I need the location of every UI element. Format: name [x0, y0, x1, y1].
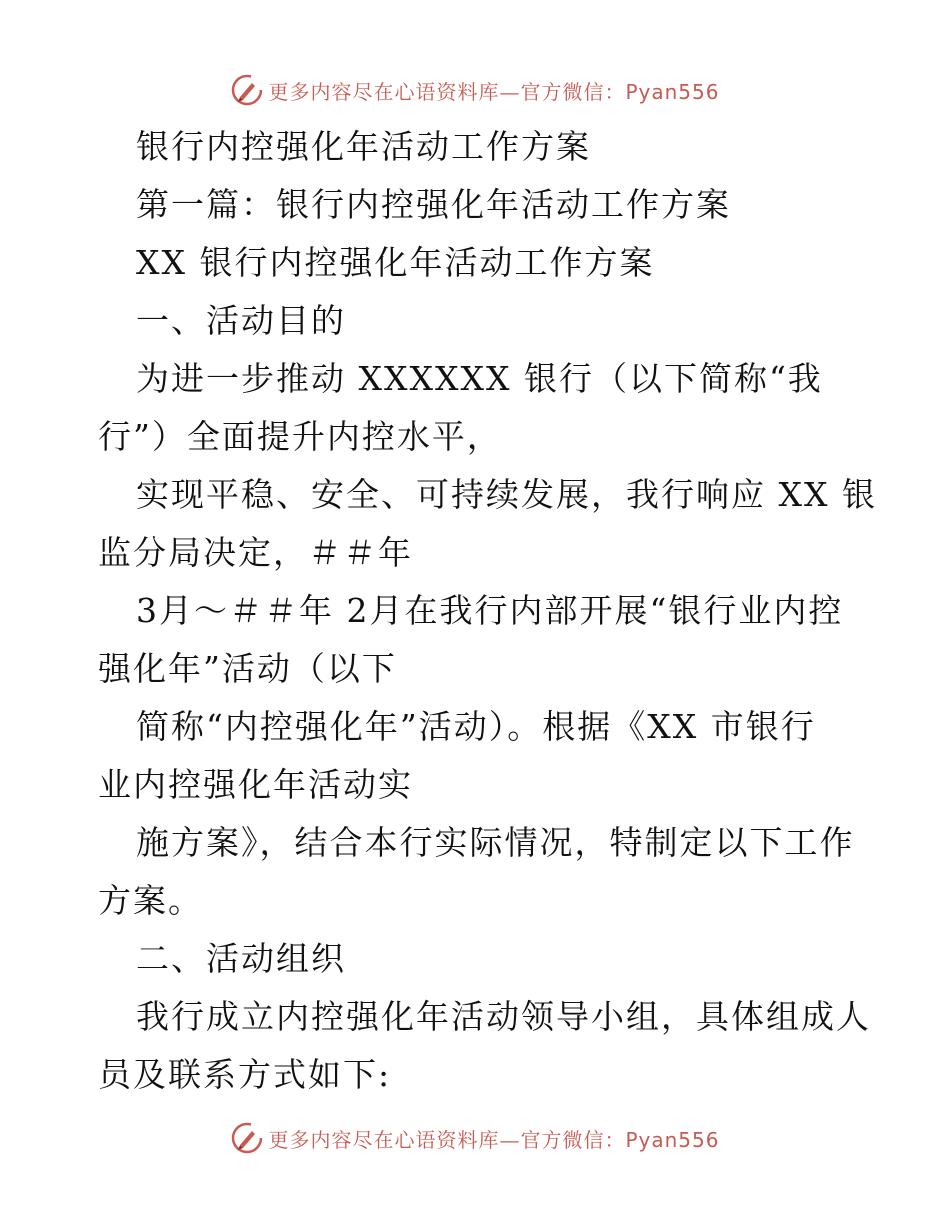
watermark-text: 更多内容尽在心语资料库—官方微信：Pyan556	[268, 1127, 720, 1152]
paragraph-line: 简称“内控强化年”活动）。根据《XX 市银行	[136, 707, 816, 746]
pen-logo-icon	[230, 73, 264, 107]
paragraph-line: 强化年”活动（以下	[98, 649, 397, 688]
paragraph-line: 施方案》，结合本行实际情况，特制定以下工作	[136, 823, 855, 862]
chapter-heading: 第一篇：银行内控强化年活动工作方案	[136, 185, 731, 224]
paragraph-line: 实现平稳、安全、可持续发展，我行响应 XX 银	[136, 475, 877, 514]
watermark-text: 更多内容尽在心语资料库—官方微信：Pyan556	[268, 79, 720, 104]
paragraph-line: 为进一步推动 XXXXXX 银行（以下简称“我	[136, 359, 823, 398]
section-title: XX 银行内控强化年活动工作方案	[136, 243, 655, 282]
paragraph-line: 员及联系方式如下:	[98, 1055, 392, 1094]
paragraph-line: 方案。	[98, 881, 203, 920]
paragraph-line: 我行成立内控强化年活动领导小组，具体组成人	[136, 997, 871, 1036]
paragraph-line: 业内控强化年活动实	[98, 765, 413, 804]
watermark-banner-bottom	[0, 1118, 950, 1158]
watermark-banner-top	[0, 70, 950, 110]
paragraph-line: 3月～＃＃年 2月在我行内部开展“银行业内控	[136, 591, 844, 630]
document-body	[98, 118, 877, 1104]
heading-organization: 二、活动组织	[136, 939, 346, 978]
heading-purpose: 一、活动目的	[136, 301, 346, 340]
pen-logo-icon	[230, 1121, 264, 1155]
doc-title: 银行内控强化年活动工作方案	[136, 127, 591, 166]
paragraph-line: 行”）全面提升内控水平，	[98, 417, 502, 456]
paragraph-line: 监分局决定，＃＃年	[98, 533, 413, 572]
